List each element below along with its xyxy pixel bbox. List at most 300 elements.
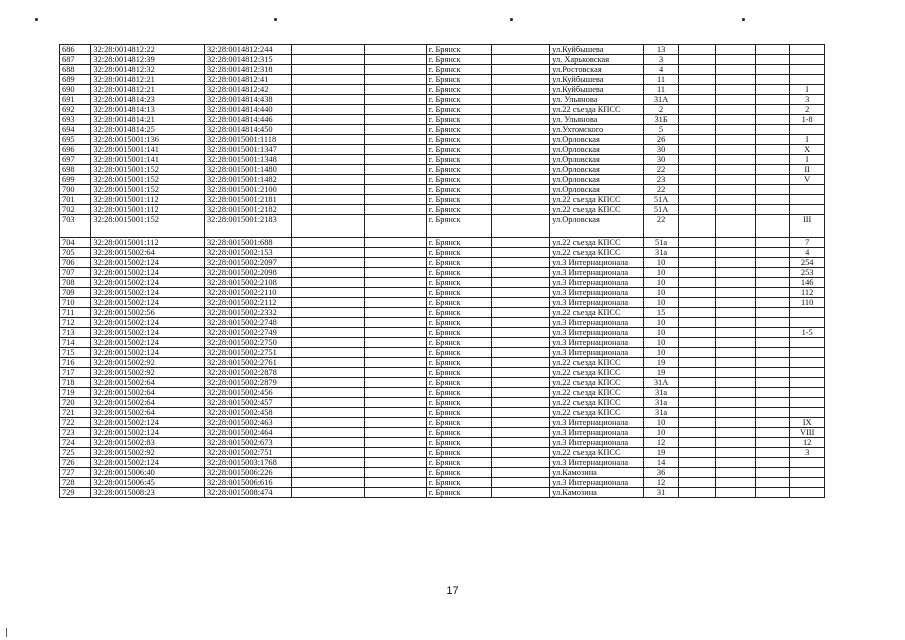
empty-cell	[755, 165, 790, 175]
empty-cell	[755, 348, 790, 358]
empty-cell	[291, 65, 365, 75]
street-cell: ул.3 Интернационала	[550, 478, 644, 488]
empty-cell	[291, 458, 365, 468]
empty-cell	[755, 288, 790, 298]
empty-cell	[678, 388, 715, 398]
row-number-cell: 714	[60, 338, 91, 348]
row-number-cell: 713	[60, 328, 91, 338]
row-number-cell: 703	[60, 215, 91, 238]
scan-dot	[35, 18, 38, 21]
empty-cell	[755, 95, 790, 105]
empty-cell	[715, 268, 755, 278]
object-cadastral-number-cell: 32:28:0014812:244	[204, 45, 291, 55]
table-row	[60, 195, 825, 205]
empty-cell	[365, 165, 427, 175]
city-cell: г. Брянск	[426, 428, 491, 438]
premises-number-cell: IX	[790, 418, 825, 428]
street-cell: ул. Ульянова	[550, 115, 644, 125]
empty-cell	[491, 348, 549, 358]
table-row	[60, 468, 825, 478]
empty-cell	[365, 468, 427, 478]
empty-cell	[755, 468, 790, 478]
premises-number-cell: III	[790, 215, 825, 238]
empty-cell	[365, 278, 427, 288]
empty-cell	[365, 338, 427, 348]
row-number-cell: 717	[60, 368, 91, 378]
table-row	[60, 338, 825, 348]
empty-cell	[678, 155, 715, 165]
object-cadastral-number-cell: 32:28:0014812:315	[204, 55, 291, 65]
empty-cell	[365, 105, 427, 115]
empty-cell	[491, 308, 549, 318]
empty-cell	[491, 298, 549, 308]
empty-cell	[365, 288, 427, 298]
empty-cell	[715, 318, 755, 328]
row-number-cell: 719	[60, 388, 91, 398]
empty-cell	[291, 318, 365, 328]
street-cell: ул.Куйбышева	[550, 85, 644, 95]
table-row	[60, 288, 825, 298]
empty-cell	[491, 318, 549, 328]
land-cadastral-number-cell: 32:28:0015002:124	[91, 298, 205, 308]
empty-cell	[755, 318, 790, 328]
row-number-cell: 707	[60, 268, 91, 278]
street-cell: ул.Куйбышева	[550, 45, 644, 55]
empty-cell	[678, 298, 715, 308]
land-cadastral-number-cell: 32:28:0015006:40	[91, 468, 205, 478]
premises-number-cell: 3	[790, 448, 825, 458]
empty-cell	[755, 75, 790, 85]
street-cell: ул.3 Интернационала	[550, 268, 644, 278]
premises-number-cell: V	[790, 175, 825, 185]
empty-cell	[678, 238, 715, 248]
empty-cell	[755, 115, 790, 125]
city-cell: г. Брянск	[426, 55, 491, 65]
street-cell: ул.22 съезда КПСС	[550, 408, 644, 418]
land-cadastral-number-cell: 32:28:0015002:124	[91, 318, 205, 328]
table-row	[60, 165, 825, 175]
object-cadastral-number-cell: 32:28:0015002:457	[204, 398, 291, 408]
empty-cell	[291, 268, 365, 278]
empty-cell	[678, 125, 715, 135]
house-number-cell: 12	[644, 478, 679, 488]
city-cell: г. Брянск	[426, 135, 491, 145]
empty-cell	[291, 145, 365, 155]
land-cadastral-number-cell: 32:28:0015001:141	[91, 155, 205, 165]
row-number-cell: 709	[60, 288, 91, 298]
empty-cell	[715, 95, 755, 105]
table-row	[60, 418, 825, 428]
empty-cell	[491, 45, 549, 55]
land-cadastral-number-cell: 32:28:0015002:64	[91, 248, 205, 258]
object-cadastral-number-cell: 32:28:0015002:2108	[204, 278, 291, 288]
empty-cell	[715, 155, 755, 165]
empty-cell	[678, 438, 715, 448]
empty-cell	[365, 145, 427, 155]
row-number-cell: 716	[60, 358, 91, 368]
empty-cell	[755, 458, 790, 468]
land-cadastral-number-cell: 32:28:0014814:13	[91, 105, 205, 115]
empty-cell	[491, 388, 549, 398]
land-cadastral-number-cell: 32:28:0015001:152	[91, 185, 205, 195]
empty-cell	[715, 65, 755, 75]
street-cell: ул.22 съезда КПСС	[550, 378, 644, 388]
empty-cell	[755, 45, 790, 55]
premises-number-cell	[790, 308, 825, 318]
object-cadastral-number-cell: 32:28:0015001:1347	[204, 145, 291, 155]
city-cell: г. Брянск	[426, 165, 491, 175]
row-number-cell: 729	[60, 488, 91, 498]
empty-cell	[715, 258, 755, 268]
table-row	[60, 145, 825, 155]
premises-number-cell	[790, 338, 825, 348]
street-cell: ул.Камозина	[550, 488, 644, 498]
house-number-cell: 19	[644, 358, 679, 368]
empty-cell	[678, 215, 715, 238]
table-row	[60, 55, 825, 65]
table-row	[60, 298, 825, 308]
empty-cell	[715, 288, 755, 298]
street-cell: ул.Ростовская	[550, 65, 644, 75]
empty-cell	[755, 105, 790, 115]
object-cadastral-number-cell: 32:28:0015002:2098	[204, 268, 291, 278]
house-number-cell: 30	[644, 145, 679, 155]
scan-dot	[274, 18, 277, 21]
empty-cell	[365, 95, 427, 105]
object-cadastral-number-cell: 32:28:0014812:41	[204, 75, 291, 85]
street-cell: ул.Орловская	[550, 165, 644, 175]
empty-cell	[715, 328, 755, 338]
empty-cell	[365, 328, 427, 338]
empty-cell	[755, 308, 790, 318]
object-cadastral-number-cell: 32:28:0015002:2761	[204, 358, 291, 368]
city-cell: г. Брянск	[426, 328, 491, 338]
premises-number-cell	[790, 378, 825, 388]
land-cadastral-number-cell: 32:28:0015008:23	[91, 488, 205, 498]
object-cadastral-number-cell: 32:28:0015008:474	[204, 488, 291, 498]
empty-cell	[365, 135, 427, 145]
street-cell: ул.3 Интернационала	[550, 288, 644, 298]
empty-cell	[291, 308, 365, 318]
empty-cell	[491, 478, 549, 488]
house-number-cell: 14	[644, 458, 679, 468]
row-number-cell: 728	[60, 478, 91, 488]
premises-number-cell: I	[790, 155, 825, 165]
table-row	[60, 368, 825, 378]
empty-cell	[291, 408, 365, 418]
land-cadastral-number-cell: 32:28:0015002:64	[91, 378, 205, 388]
empty-cell	[715, 125, 755, 135]
city-cell: г. Брянск	[426, 418, 491, 428]
table-row	[60, 125, 825, 135]
row-number-cell: 699	[60, 175, 91, 185]
empty-cell	[365, 85, 427, 95]
street-cell: ул.3 Интернационала	[550, 328, 644, 338]
city-cell: г. Брянск	[426, 175, 491, 185]
empty-cell	[491, 468, 549, 478]
empty-cell	[491, 215, 549, 238]
land-cadastral-number-cell: 32:28:0015001:136	[91, 135, 205, 145]
object-cadastral-number-cell: 32:28:0015002:456	[204, 388, 291, 398]
empty-cell	[715, 135, 755, 145]
land-cadastral-number-cell: 32:28:0015002:124	[91, 338, 205, 348]
object-cadastral-number-cell: 32:28:0014814:438	[204, 95, 291, 105]
city-cell: г. Брянск	[426, 298, 491, 308]
table-row	[60, 488, 825, 498]
table-row	[60, 278, 825, 288]
city-cell: г. Брянск	[426, 195, 491, 205]
empty-cell	[755, 258, 790, 268]
empty-cell	[365, 368, 427, 378]
empty-cell	[491, 135, 549, 145]
empty-cell	[365, 258, 427, 268]
house-number-cell: 19	[644, 368, 679, 378]
empty-cell	[755, 55, 790, 65]
empty-cell	[715, 195, 755, 205]
city-cell: г. Брянск	[426, 115, 491, 125]
table-row	[60, 115, 825, 125]
margin-mark	[6, 628, 7, 637]
premises-number-cell	[790, 478, 825, 488]
empty-cell	[365, 388, 427, 398]
empty-cell	[491, 248, 549, 258]
empty-cell	[755, 448, 790, 458]
empty-cell	[715, 105, 755, 115]
row-number-cell: 725	[60, 448, 91, 458]
land-cadastral-number-cell: 32:28:0015002:124	[91, 348, 205, 358]
empty-cell	[491, 428, 549, 438]
empty-cell	[365, 185, 427, 195]
land-cadastral-number-cell: 32:28:0014812:39	[91, 55, 205, 65]
street-cell: ул.Камозина	[550, 468, 644, 478]
empty-cell	[755, 205, 790, 215]
empty-cell	[678, 468, 715, 478]
house-number-cell: 4	[644, 65, 679, 75]
empty-cell	[755, 185, 790, 195]
empty-cell	[491, 238, 549, 248]
empty-cell	[678, 115, 715, 125]
empty-cell	[491, 105, 549, 115]
empty-cell	[755, 408, 790, 418]
empty-cell	[365, 268, 427, 278]
city-cell: г. Брянск	[426, 238, 491, 248]
table-row	[60, 348, 825, 358]
house-number-cell: 11	[644, 75, 679, 85]
row-number-cell: 720	[60, 398, 91, 408]
row-number-cell: 721	[60, 408, 91, 418]
empty-cell	[291, 215, 365, 238]
house-number-cell: 10	[644, 418, 679, 428]
table-row	[60, 398, 825, 408]
object-cadastral-number-cell: 32:28:0015002:751	[204, 448, 291, 458]
row-number-cell: 708	[60, 278, 91, 288]
empty-cell	[678, 368, 715, 378]
empty-cell	[678, 458, 715, 468]
object-cadastral-number-cell: 32:28:0015001:688	[204, 238, 291, 248]
city-cell: г. Брянск	[426, 468, 491, 478]
empty-cell	[491, 65, 549, 75]
table-row	[60, 215, 825, 238]
empty-cell	[715, 418, 755, 428]
row-number-cell: 718	[60, 378, 91, 388]
table-row	[60, 175, 825, 185]
empty-cell	[291, 278, 365, 288]
empty-cell	[365, 428, 427, 438]
empty-cell	[365, 438, 427, 448]
empty-cell	[678, 135, 715, 145]
city-cell: г. Брянск	[426, 318, 491, 328]
empty-cell	[291, 468, 365, 478]
land-cadastral-number-cell: 32:28:0015001:141	[91, 145, 205, 155]
row-number-cell: 690	[60, 85, 91, 95]
row-number-cell: 696	[60, 145, 91, 155]
empty-cell	[715, 398, 755, 408]
empty-cell	[678, 488, 715, 498]
object-cadastral-number-cell: 32:28:0015001:2100	[204, 185, 291, 195]
empty-cell	[491, 268, 549, 278]
city-cell: г. Брянск	[426, 278, 491, 288]
empty-cell	[755, 378, 790, 388]
empty-cell	[365, 125, 427, 135]
land-cadastral-number-cell: 32:28:0015002:92	[91, 358, 205, 368]
row-number-cell: 726	[60, 458, 91, 468]
table-row	[60, 45, 825, 55]
empty-cell	[678, 165, 715, 175]
empty-cell	[365, 348, 427, 358]
empty-cell	[715, 438, 755, 448]
house-number-cell: 19	[644, 448, 679, 458]
house-number-cell: 51А	[644, 205, 679, 215]
object-cadastral-number-cell: 32:28:0015002:2879	[204, 378, 291, 388]
empty-cell	[491, 155, 549, 165]
street-cell: ул.3 Интернационала	[550, 258, 644, 268]
empty-cell	[291, 418, 365, 428]
street-cell: ул.3 Интернационала	[550, 438, 644, 448]
house-number-cell: 11	[644, 85, 679, 95]
empty-cell	[715, 175, 755, 185]
street-cell: ул.3 Интернационала	[550, 318, 644, 328]
land-cadastral-number-cell: 32:28:0014814:25	[91, 125, 205, 135]
empty-cell	[491, 85, 549, 95]
empty-cell	[678, 478, 715, 488]
table-row	[60, 428, 825, 438]
object-cadastral-number-cell: 32:28:0014812:42	[204, 85, 291, 95]
land-cadastral-number-cell: 32:28:0015006:45	[91, 478, 205, 488]
empty-cell	[291, 358, 365, 368]
house-number-cell: 10	[644, 348, 679, 358]
row-number-cell: 692	[60, 105, 91, 115]
empty-cell	[678, 348, 715, 358]
premises-number-cell	[790, 55, 825, 65]
row-number-cell: 687	[60, 55, 91, 65]
row-number-cell: 695	[60, 135, 91, 145]
empty-cell	[755, 248, 790, 258]
premises-number-cell: 112	[790, 288, 825, 298]
empty-cell	[291, 205, 365, 215]
object-cadastral-number-cell: 32:28:0015002:2751	[204, 348, 291, 358]
land-cadastral-number-cell: 32:28:0015002:124	[91, 328, 205, 338]
city-cell: г. Брянск	[426, 85, 491, 95]
empty-cell	[365, 195, 427, 205]
object-cadastral-number-cell: 32:28:0015001:1348	[204, 155, 291, 165]
object-cadastral-number-cell: 32:28:0015001:1118	[204, 135, 291, 145]
street-cell: ул.Орловская	[550, 155, 644, 165]
empty-cell	[715, 458, 755, 468]
empty-cell	[365, 238, 427, 248]
empty-cell	[678, 408, 715, 418]
row-number-cell: 702	[60, 205, 91, 215]
street-cell: ул.22 съезда КПСС	[550, 238, 644, 248]
empty-cell	[678, 248, 715, 258]
street-cell: ул.22 съезда КПСС	[550, 388, 644, 398]
empty-cell	[491, 95, 549, 105]
street-cell: ул.3 Интернационала	[550, 458, 644, 468]
premises-number-cell	[790, 65, 825, 75]
empty-cell	[365, 215, 427, 238]
city-cell: г. Брянск	[426, 155, 491, 165]
object-cadastral-number-cell: 32:28:0014814:450	[204, 125, 291, 135]
empty-cell	[491, 378, 549, 388]
empty-cell	[678, 175, 715, 185]
empty-cell	[365, 408, 427, 418]
house-number-cell: 12	[644, 438, 679, 448]
land-cadastral-number-cell: 32:28:0015002:56	[91, 308, 205, 318]
empty-cell	[365, 205, 427, 215]
object-cadastral-number-cell: 32:28:0015001:2181	[204, 195, 291, 205]
street-cell: ул.22 съезда КПСС	[550, 308, 644, 318]
object-cadastral-number-cell: 32:28:0015006:616	[204, 478, 291, 488]
street-cell: ул.Орловская	[550, 135, 644, 145]
object-cadastral-number-cell: 32:28:0015001:2183	[204, 215, 291, 238]
empty-cell	[491, 338, 549, 348]
empty-cell	[715, 308, 755, 318]
land-cadastral-number-cell: 32:28:0015001:152	[91, 165, 205, 175]
street-cell: ул.22 съезда КПСС	[550, 205, 644, 215]
empty-cell	[365, 318, 427, 328]
empty-cell	[678, 55, 715, 65]
empty-cell	[715, 185, 755, 195]
empty-cell	[678, 145, 715, 155]
premises-number-cell: 4	[790, 248, 825, 258]
empty-cell	[715, 468, 755, 478]
empty-cell	[678, 428, 715, 438]
street-cell: ул.Орловская	[550, 215, 644, 238]
object-cadastral-number-cell: 32:28:0014812:318	[204, 65, 291, 75]
empty-cell	[715, 45, 755, 55]
empty-cell	[365, 175, 427, 185]
empty-cell	[491, 358, 549, 368]
object-cadastral-number-cell: 32:28:0015002:2749	[204, 328, 291, 338]
row-number-cell: 724	[60, 438, 91, 448]
table-row	[60, 155, 825, 165]
row-number-cell: 691	[60, 95, 91, 105]
empty-cell	[291, 448, 365, 458]
land-cadastral-number-cell: 32:28:0015001:152	[91, 215, 205, 238]
table-row	[60, 268, 825, 278]
empty-cell	[365, 478, 427, 488]
empty-cell	[678, 418, 715, 428]
house-number-cell: 51а	[644, 238, 679, 248]
row-number-cell: 701	[60, 195, 91, 205]
empty-cell	[291, 338, 365, 348]
premises-number-cell: 3	[790, 95, 825, 105]
premises-number-cell: 253	[790, 268, 825, 278]
empty-cell	[365, 115, 427, 125]
empty-cell	[755, 268, 790, 278]
empty-cell	[291, 115, 365, 125]
street-cell: ул. Харьковская	[550, 55, 644, 65]
object-cadastral-number-cell: 32:28:0015002:458	[204, 408, 291, 418]
